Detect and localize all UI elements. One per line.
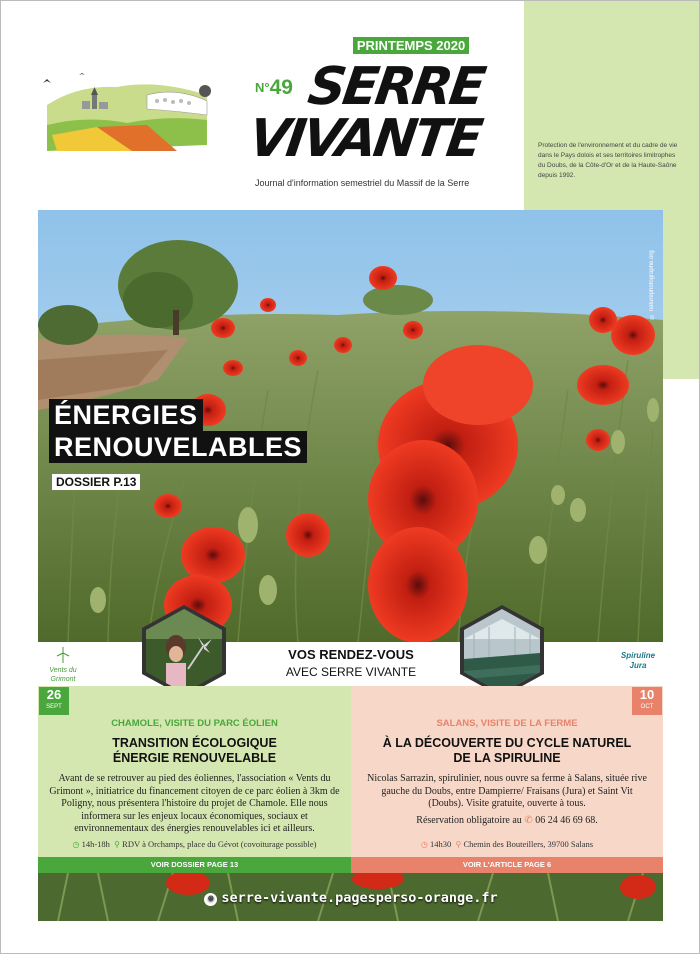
headline-line-1: ÉNERGIES — [49, 399, 203, 431]
dossier-reference: DOSSIER P.13 — [52, 474, 140, 490]
event-title: À LA DÉCOUVERTE DU CYCLE NATUREL DE LA SPIRULINE — [382, 736, 632, 765]
landscape-logo-icon — [37, 65, 217, 153]
phone-number: 06 24 46 69 68. — [535, 814, 598, 826]
event-card-salans — [351, 686, 663, 858]
headline-line-2: RENOUVELABLES — [49, 431, 307, 463]
season-badge: PRINTEMPS 2020 — [353, 37, 469, 54]
title-line-serre: SERRE — [304, 57, 487, 117]
partner-logo-vents-du-grimont: Vents du Grimont — [41, 647, 85, 683]
event-date-badge: 26 SEPT — [39, 687, 69, 715]
about-text: Protection de l'environnement et du cadre de vie dans le Pays dolois et ses territoires limitrophes du Doubs, de la Côte-d'Or et de la Haute-Saône depuis 1992. — [538, 142, 678, 179]
event-kicker: CHAMOLE, VISITE DU PARC ÉOLIEN — [111, 718, 278, 729]
photo-credit: © naturephotographe.org — [649, 250, 655, 319]
globe-icon: ⊕ — [204, 893, 217, 906]
rendezvous-title: VOS RENDEZ-VOUS — [288, 647, 414, 662]
event-date-badge: 10 OCT — [632, 687, 662, 715]
clock-icon: ◷ — [420, 840, 428, 849]
event-title: TRANSITION ÉCOLOGIQUE ÉNERGIE RENOUVELABLE — [112, 736, 277, 765]
rendezvous-subtitle: AVEC SERRE VIVANTE — [285, 665, 417, 679]
see-dossier-link[interactable]: VOIR DOSSIER PAGE 13 — [38, 857, 351, 873]
phone-icon: ✆ — [524, 814, 533, 826]
see-article-link[interactable]: VOIR L'ARTICLE PAGE 6 — [351, 857, 663, 873]
partner-logo-spiruline-jura: Spiruline Jura — [620, 651, 656, 670]
clock-icon: ◷ — [72, 840, 80, 849]
event-description: Avant de se retrouver au pied des éoliennes, l'association « Vents du Grimont », initiatrice du financement citoyen de ce parc éolien à 3km de Poligny, nous présentera l'histoire du projet de Chamole. Elle nous informera sur les enjeux locaux économiques, sociaux et environnementaux des énergies renouvelables ici et ailleurs. — [49, 773, 340, 834]
location-pin-icon: ⚲ — [114, 840, 121, 849]
event-info: ◷ 14h-18h ⚲ RDV à Orchamps, place du Gévot (covoiturage possible) — [72, 839, 317, 849]
event-kicker: SALANS, VISITE DE LA FERME — [436, 718, 578, 729]
cover-headline — [49, 399, 307, 463]
event-info: ◷ 14h30 ⚲ Chemin des Bouteillers, 39700 Salans — [420, 839, 594, 849]
tagline: Journal d'information semestriel du Massif de la Serre — [255, 178, 470, 188]
title-line-vivante: VIVANTE — [245, 109, 484, 169]
location-pin-icon: ⚲ — [455, 840, 462, 849]
issue-number: $^{N^\circ}$49 — [255, 76, 293, 99]
magazine-title — [245, 57, 501, 169]
wind-turbine-icon — [53, 647, 73, 663]
website-link[interactable]: ⊕ serre-vivante.pagesperso-orange.fr — [1, 890, 700, 906]
event-description: Nicolas Sarrazin, spirulinier, nous ouvre sa ferme à Salans, située rive gauche du Doubs, entre Dampierre/ Fraisans (Jura) et Saint Vit (Doubs). Visite gratuite, ouverte à tous. Réservation obligatoire au ✆ 06 24 46 69 68. — [367, 773, 647, 826]
